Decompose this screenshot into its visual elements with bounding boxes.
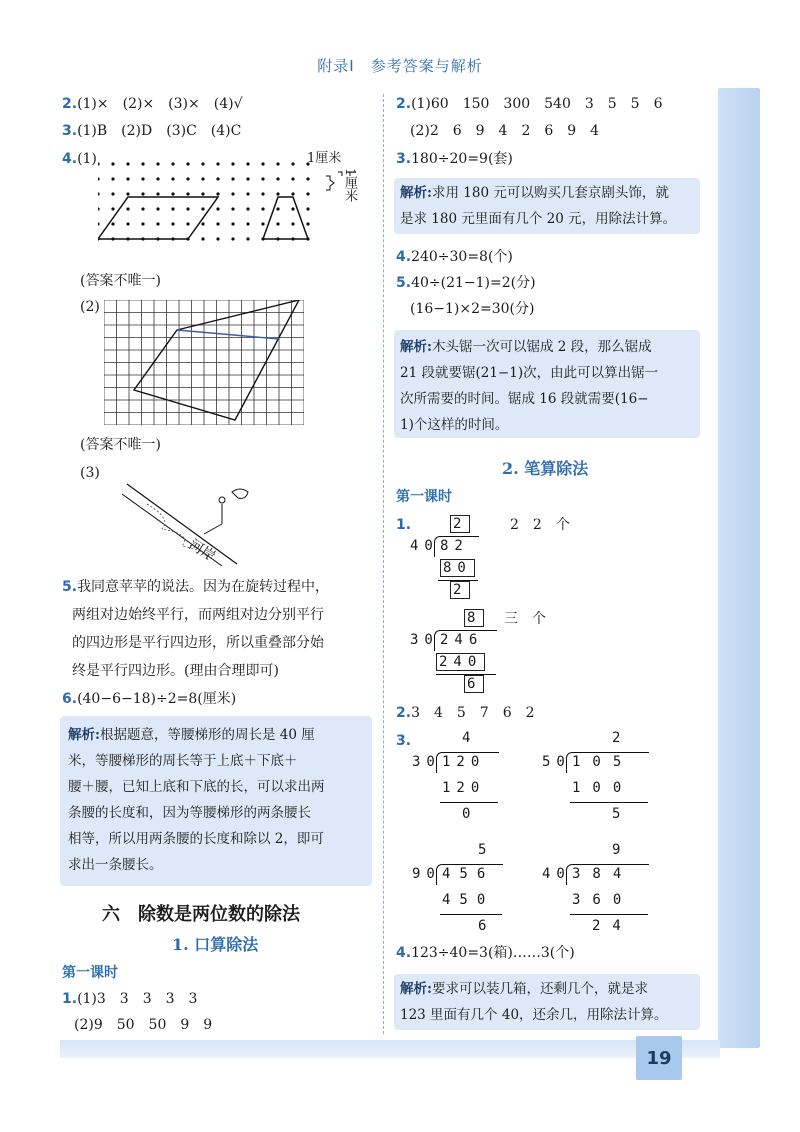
product: 240: [436, 653, 485, 671]
not-unique-note-1: (答案不唯一): [80, 273, 161, 289]
analysis-label: 解析:: [68, 727, 100, 743]
q5-line-3: 的四边形是平行四边形，所以重叠部分始: [72, 635, 324, 651]
q3-answer: (1)B (2)D (3)C (4)C: [77, 123, 242, 139]
dividend: 120: [442, 754, 486, 770]
dividend: 246: [440, 632, 484, 648]
b1-words-1: 2 2 个: [510, 517, 570, 533]
product: 100: [572, 780, 634, 796]
analysis-line-1: 木头锯一次可以锯成 2 段，那么锯成: [431, 339, 652, 355]
q4-number: 4.: [62, 151, 78, 167]
divisor: 40: [542, 866, 571, 882]
subsection-title-2: 2. 笔算除法: [502, 459, 589, 478]
unit-label-horizontal: 1厘米: [307, 151, 342, 166]
trapezoid-shape: [263, 197, 308, 239]
analysis-line-3: 次所需要的时间。锯成 16 段就需要(16−: [400, 391, 649, 407]
analysis-line-1: 根据题意，等腰梯形的周长是 40 厘: [99, 727, 315, 743]
analysis-line-2: 是求 180 元里面有几个 20 元，用除法计算。: [400, 211, 677, 227]
division-1: [410, 516, 510, 606]
decorative-side-band: [718, 88, 760, 1048]
lesson-title-left: 第一课时: [62, 965, 118, 981]
b2-number: 2.: [396, 705, 412, 721]
analysis-line-4: 条腰的长度和，因为等腰梯形的两条腰长: [68, 805, 311, 821]
analysis-line-2: 米，等腰梯形的周长等于上底＋下底＋: [68, 753, 298, 769]
r-q3-number: 3.: [396, 151, 412, 167]
r-q5-part2: (16−1)×2=30(分): [410, 301, 535, 317]
remainder: 6: [464, 675, 484, 693]
square-grid-figure: [104, 300, 304, 425]
analysis-line-5: 相等，所以用两条腰的长度和除以 2，即可: [68, 831, 324, 847]
quotient: 9: [612, 842, 627, 858]
remainder: 2: [450, 581, 470, 599]
divisor: 30: [412, 754, 441, 770]
quotient: 2: [450, 515, 470, 533]
r-q2-part1: (1)60 150 300 540 3 5 5 6: [411, 96, 663, 112]
lesson-title-right: 第一课时: [396, 489, 452, 505]
division-5: [412, 842, 522, 932]
divisor: 90: [412, 866, 441, 882]
remainder: 0: [462, 806, 477, 822]
divisor: 50: [542, 754, 571, 770]
divisor: 30: [410, 632, 439, 648]
r-q3-answer: 180÷20=9(套): [411, 151, 513, 167]
q5-number: 5.: [62, 579, 78, 595]
q2-answer: (1)× (2)× (3)× (4)√: [77, 96, 243, 112]
q4-part2-label: (2): [80, 299, 100, 315]
r-q4-answer: 240÷30=8(个): [411, 249, 513, 265]
q3-number: 3.: [62, 123, 78, 139]
not-unique-note-2: (答案不唯一): [80, 437, 161, 453]
b4-answer: 123÷40=3(箱)……3(个): [411, 945, 575, 961]
product: 450: [442, 892, 495, 908]
b2-answer: 3 4 5 7 6 2: [411, 705, 535, 721]
analysis-label: 解析:: [400, 339, 432, 355]
b1-words-2: 三 个: [504, 611, 546, 627]
a1-part2: (2)9 50 50 9 9: [74, 1017, 213, 1033]
a1-part1: (1)3 3 3 3 3: [77, 991, 198, 1007]
division-3: [412, 730, 522, 820]
decorative-bottom-band: [60, 1040, 720, 1058]
q2-number: 2.: [62, 96, 78, 112]
remainder: 5: [612, 806, 627, 822]
analysis-box-r-q5: [394, 330, 700, 438]
q5-line-2: 两组对边始终平行，而两组对边分别平行: [72, 607, 324, 623]
analysis-box-r-q3: [394, 178, 700, 234]
river-bank-label: 河岸: [185, 536, 219, 565]
parallelogram-shape: [98, 197, 218, 239]
quotient: 5: [478, 842, 493, 858]
page-header: 附录Ⅰ 参考答案与解析: [317, 57, 483, 75]
division-2: [410, 610, 520, 700]
analysis-line-2: 21 段就要锯(21−1)次，由此可以算出锯一: [400, 365, 659, 381]
analysis-label: 解析:: [400, 185, 432, 201]
analysis-box-q6: [60, 716, 372, 886]
quotient: 2: [612, 730, 627, 746]
r-q4-number: 4.: [396, 249, 412, 265]
q4-part1-label: (1): [77, 151, 97, 167]
division-4: [542, 730, 652, 820]
q5-line-1: 我同意苹苹的说法。因为在旋转过程中，: [77, 579, 330, 595]
dividend: 384: [572, 866, 634, 882]
analysis-box-b4: [394, 974, 700, 1030]
dividend: 105: [572, 754, 634, 770]
quotient: 8: [464, 609, 484, 627]
product: 120: [442, 780, 486, 796]
b1-number: 1.: [396, 517, 412, 533]
duck-icon: [232, 489, 248, 498]
r-q2-number: 2.: [396, 96, 412, 112]
page-number: 19: [636, 1036, 682, 1080]
b3-number: 3.: [396, 733, 412, 749]
division-6: [542, 842, 652, 932]
product: 360: [572, 892, 634, 908]
subsection-title-1: 1. 口算除法: [172, 935, 259, 954]
section-title: 六 除数是两位数的除法: [102, 904, 300, 925]
analysis-label: 解析:: [400, 981, 432, 997]
q4-part3-label: (3): [80, 465, 100, 481]
r-q5-number: 5.: [396, 275, 412, 291]
column-divider: [383, 94, 384, 1034]
dividend: 456: [442, 866, 495, 882]
a1-number: 1.: [62, 991, 78, 1007]
analysis-line-1: 要求可以装几箱，还剩几个，就是求: [431, 981, 648, 997]
remainder: 24: [592, 918, 633, 934]
dividend: 82: [440, 538, 469, 554]
b4-number: 4.: [396, 945, 412, 961]
analysis-line-2: 123 里面有几个 40，还余几，用除法计算。: [400, 1007, 668, 1023]
quotient: 4: [462, 730, 477, 746]
remainder: 6: [478, 918, 493, 934]
analysis-line-4: 1)个这样的时间。: [400, 417, 509, 433]
analysis-line-3: 腰＋腰，已知上底和下底的长，可以求出两: [68, 779, 325, 795]
analysis-line-6: 求出一条腰长。: [68, 857, 163, 873]
q6-answer: (40−6−18)÷2=8(厘米): [77, 691, 237, 707]
q5-line-4: 终是平行四边形。(理由合理即可): [72, 663, 279, 679]
r-q2-part2: (2)2 6 9 4 2 6 9 4: [410, 123, 600, 139]
unit-label-vertical: 1厘米: [342, 168, 357, 203]
divisor: 40: [410, 538, 439, 554]
product: 80: [440, 559, 475, 577]
analysis-line-1: 求用 180 元可以购买几套京剧头饰，就: [431, 185, 669, 201]
r-q5-part1: 40÷(21−1)=2(分): [411, 275, 536, 291]
q6-number: 6.: [62, 691, 78, 707]
